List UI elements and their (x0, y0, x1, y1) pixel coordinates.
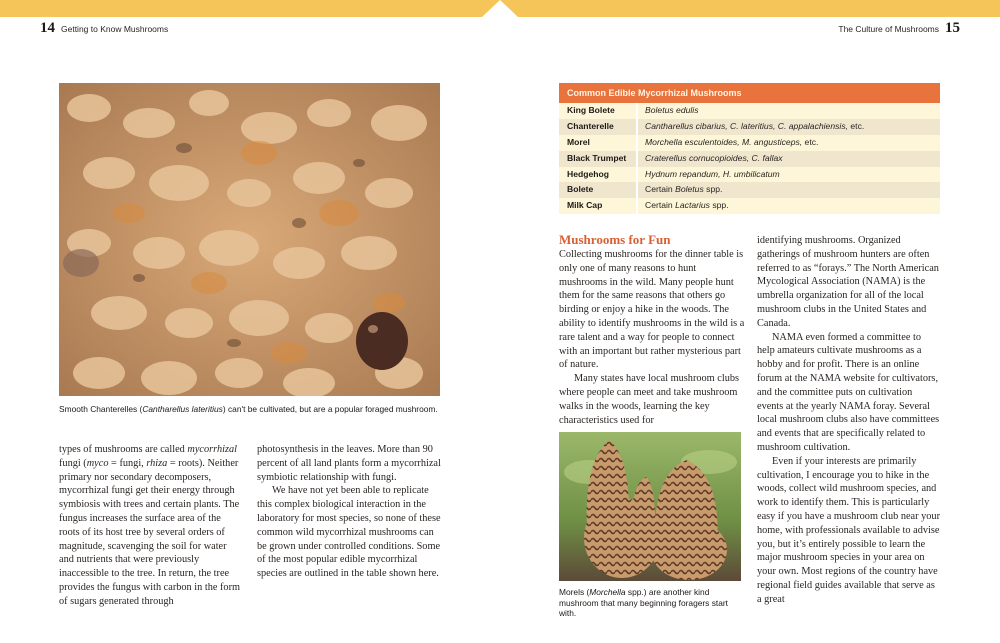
running-head-right: The Culture of Mushrooms (838, 24, 939, 34)
left-page-folio (40, 20, 168, 37)
paragraph: Even if your interests are primarily cultivation, I encourage you to hike in the woods, collect wild mushroom species, and work to identify them. This is particularly easy if you have a mushroom club near your home, with professionals available to advise you, but it’s entirely possible to learn the major mushroom species in your area on your own. Most regions of the country have regional field guides available that serve as a great (757, 455, 941, 605)
table-row: Morel Morchella esculentoides, M. angusticeps, etc. (559, 135, 940, 151)
paragraph: NAMA even formed a committee to help amateurs cultivate mushrooms as a hobby and for profit. There is an online forum at the NAMA website for cultivators, and the committee puts on cultivation events at the yearly NAMA foray. Several local mushroom clubs also have committees and events that are specifically related to mushroom cultivation. (757, 331, 940, 453)
left-body-column-1 (59, 443, 243, 609)
left-body-column-2 (257, 443, 441, 581)
edible-mycorrhizal-table (559, 83, 940, 214)
table-row: Hedgehog Hydnum repandum, H. umbilicatum (559, 167, 940, 183)
table-row: Black Trumpet Craterellus cornucopioides, C. fallax (559, 151, 940, 167)
paragraph: Collecting mushrooms for the dinner table is only one of many reasons to hunt mushrooms in the wild. Many people hunt them for the same reasons that others go birding or enjoy a hike in the woods. The ability to identify mushrooms in the wild is a rare talent and a way for people to connect with an important but rather mysterious part of nature. (559, 249, 745, 371)
top-decorative-band (0, 0, 1000, 17)
table-row: Milk Cap Certain Lactarius spp. (559, 198, 940, 214)
paragraph: types of mushrooms are called mycorrhizal fungi (myco = fungi, rhiza = roots). Neither primary nor secondary decomposers, mycorrhizal fungi get their energy through symbiosis with trees and certain plants. The fungus increases the surface area of the roots of its host tree by several orders of magnitude, scavenging the soil for water and nutrients that were previously inaccessible to the tree. In return, the tree provides the fungus with carbon in the form of sugars generated through (59, 444, 241, 607)
right-body-column-2 (757, 234, 941, 607)
paragraph: photosynthesis in the leaves. More than 90 percent of all land plants form a mycorrhizal symbiotic relationship with fungi. (257, 444, 441, 483)
paragraph: identifying mushrooms. Organized gatherings of mushroom hunters are often referred to as “forays.” The North American Mycological Association (NAMA) is the umbrella organization for all of the local mushroom clubs in the United States and Canada. (757, 235, 939, 329)
morel-image-icon (559, 432, 741, 581)
table-title: Common Edible Mycorrhizal Mushrooms (559, 83, 940, 103)
table-row: King Bolete Boletus edulis (559, 103, 940, 119)
chanterelle-photo (59, 83, 440, 396)
table-row: Bolete Certain Boletus spp. (559, 182, 940, 198)
morel-photo (559, 432, 741, 581)
right-page-folio (838, 20, 960, 37)
right-body-column-1 (559, 232, 745, 427)
paragraph: We have not yet been able to replicate this complex biological interaction in the laboratory for most species, so none of these common wild mycorrhizal mushrooms can be grown under controlled conditions. Some of the most popular edible mycorrhizal species are outlined in the table shown here. (257, 485, 441, 580)
chanterelle-image-icon (59, 83, 440, 396)
running-head-left: Getting to Know Mushrooms (61, 24, 169, 34)
page-number-left: 14 (40, 20, 55, 36)
table-row: Chanterelle Cantharellus cibarius, C. lateritius, C. appalachiensis, etc. (559, 119, 940, 135)
morel-caption: Morels (Morchella spp.) are another kind mushroom that many beginning foragers start with. (559, 587, 728, 618)
paragraph: Many states have local mushroom clubs where people can meet and take mushroom walks in the woods, learning the key characteristics used for (559, 373, 740, 426)
chanterelle-caption: Smooth Chanterelles (Cantharellus lateritius) can't be cultivated, but are a popular foraged mushroom. (59, 404, 438, 414)
section-heading: Mushrooms for Fun (559, 232, 671, 247)
page-number-right: 15 (945, 20, 960, 36)
